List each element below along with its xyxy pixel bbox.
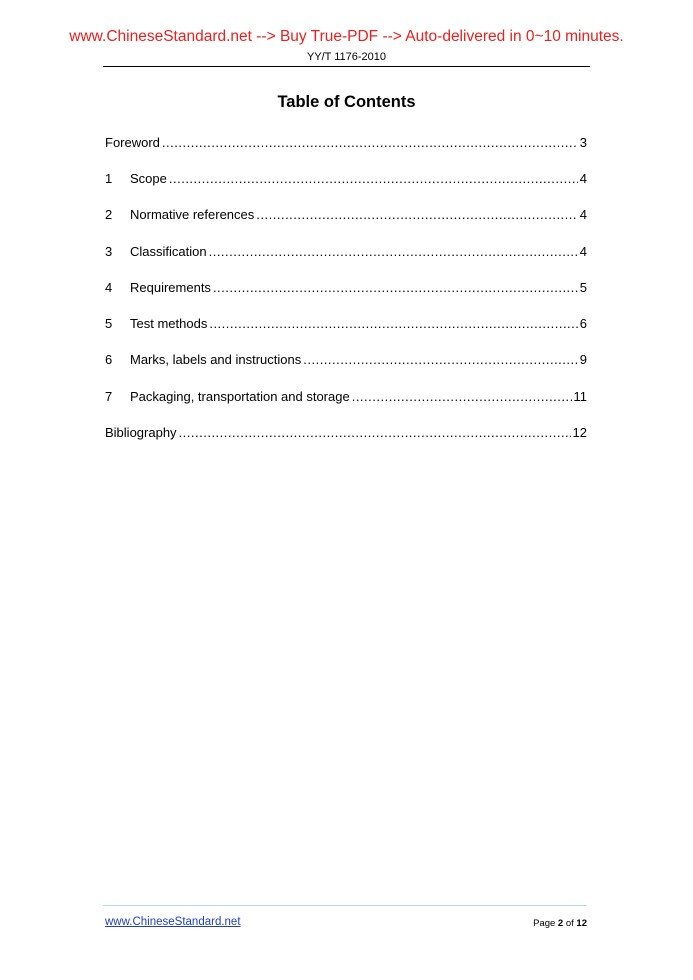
toc-leader-dots — [169, 171, 578, 187]
toc-entry-requirements[interactable] — [105, 280, 587, 296]
toc-entry-page: 4 — [579, 244, 587, 259]
toc-leader-dots — [213, 280, 578, 296]
toc-entry-label: Scope — [130, 171, 167, 186]
toc-leader-dots — [162, 135, 578, 151]
toc-title: Table of Contents — [277, 93, 416, 111]
toc-entry-scope[interactable] — [105, 171, 587, 187]
toc-entry-number: 5 — [105, 316, 113, 331]
toc-entry-label: Bibliography — [105, 425, 177, 440]
toc-entry-page: 5 — [579, 280, 587, 295]
toc-entry-page: 9 — [579, 352, 587, 367]
toc-entry-page: 3 — [579, 135, 587, 150]
toc-entry-marks-labels-instructions[interactable] — [105, 352, 587, 368]
toc-entry-label: Packaging, transportation and storage — [130, 389, 350, 404]
toc-entry-number: 2 — [105, 207, 113, 222]
footer-divider — [103, 905, 587, 906]
toc-leader-dots — [352, 389, 572, 405]
toc-entry-label: Test methods — [130, 316, 208, 331]
toc-entry-label: Foreword — [105, 135, 160, 150]
toc-leader-dots — [256, 207, 577, 223]
toc-entry-label: Requirements — [130, 280, 211, 295]
toc-entry-normative-references[interactable] — [105, 207, 587, 223]
toc-entry-number: 1 — [105, 171, 113, 186]
toc-entry-foreword[interactable] — [105, 135, 587, 151]
footer-website-link[interactable]: www.ChineseStandard.net — [105, 916, 241, 928]
current-page-number: 2 — [557, 918, 564, 929]
toc-entry-page: 11 — [573, 389, 587, 404]
total-pages-number: 12 — [576, 918, 587, 929]
header-divider — [103, 66, 590, 67]
toc-entry-page: 12 — [572, 425, 587, 440]
toc-entry-classification[interactable] — [105, 244, 587, 260]
toc-entry-number: 7 — [105, 389, 113, 404]
document-code: YY/T 1176-2010 — [306, 51, 387, 63]
toc-entry-page: 4 — [579, 207, 587, 222]
toc-leader-dots — [303, 352, 578, 368]
toc-entry-page: 6 — [579, 316, 587, 331]
toc-entry-number: 4 — [105, 280, 113, 295]
page-word: Page — [533, 918, 556, 929]
toc-leader-dots — [209, 316, 577, 332]
toc-entry-packaging-transportation-storage[interactable] — [105, 389, 587, 405]
toc-leader-dots — [179, 425, 571, 441]
toc-entry-label: Normative references — [130, 207, 255, 222]
promo-banner[interactable]: www.ChineseStandard.net --> Buy True-PDF --> Auto-delivered in 0~10 minutes. — [69, 28, 624, 45]
toc-entry-bibliography[interactable] — [105, 425, 587, 441]
toc-entry-number: 3 — [105, 244, 113, 259]
toc-entry-label: Classification — [130, 244, 207, 259]
toc-entry-label: Marks, labels and instructions — [130, 352, 302, 367]
toc-entry-page: 4 — [579, 171, 587, 186]
page-number — [531, 918, 587, 929]
of-word: of — [565, 918, 574, 929]
toc-leader-dots — [209, 244, 578, 260]
toc-entry-number: 6 — [105, 352, 113, 367]
toc-entry-test-methods[interactable] — [105, 316, 587, 332]
